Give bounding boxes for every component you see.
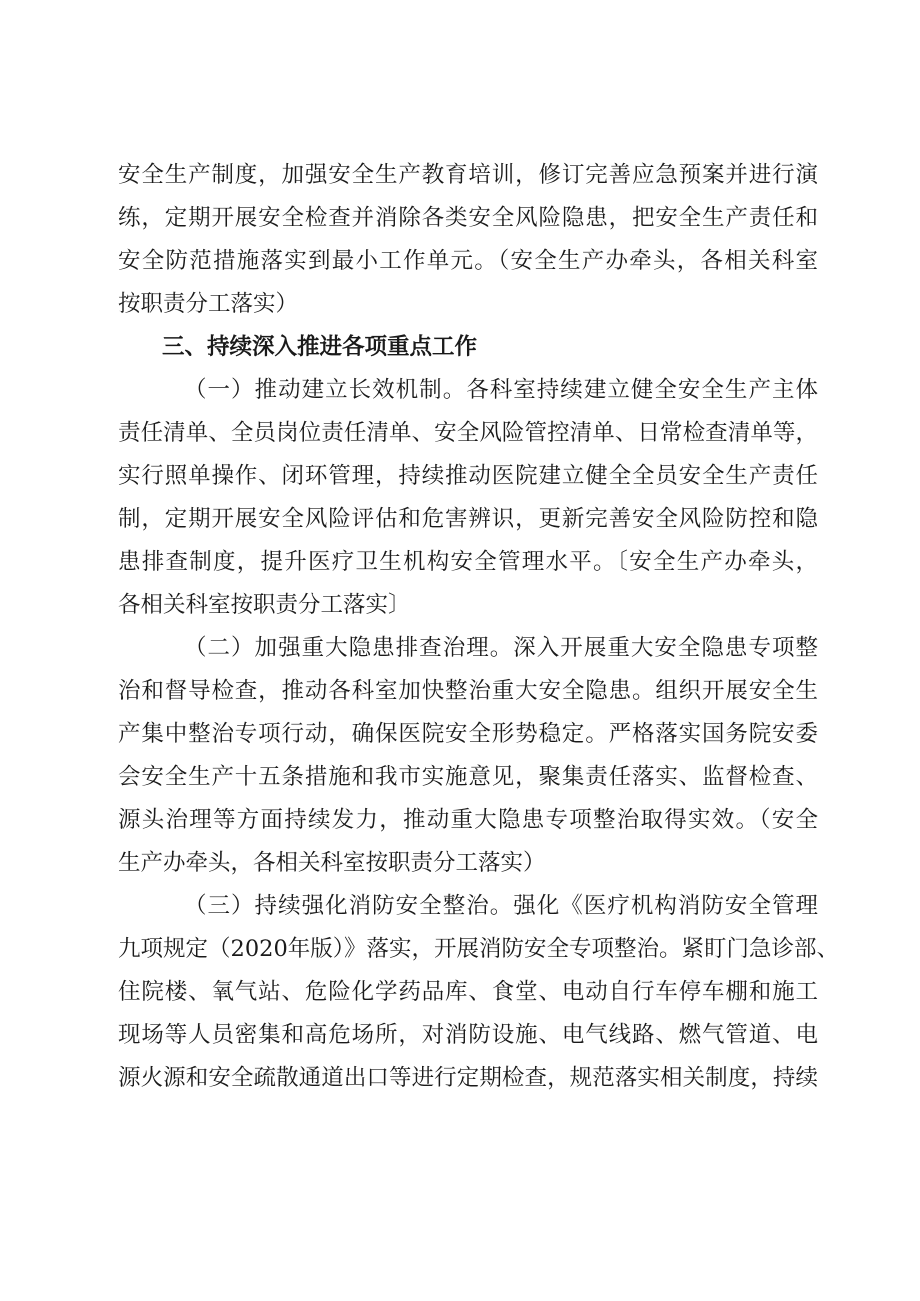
text-line: 现场等人员密集和高危场所，对消防设施、电气线路、燃气管道、电 bbox=[118, 1022, 818, 1048]
text-line: 各相关科室按职责分工落实〕 bbox=[118, 592, 411, 618]
text-line: 住院楼、氧气站、危险化学药品库、食堂、电动自行车停车棚和施工 bbox=[118, 979, 818, 1005]
text-line: （二）加强重大隐患排查治理。深入开展重大安全隐患专项整 bbox=[184, 635, 818, 661]
text-line: 安全生产制度，加强安全生产教育培训，修订完善应急预案并进行演 bbox=[118, 162, 818, 188]
text-line: （三）持续强化消防安全整治。强化《医疗机构消防安全管理 bbox=[184, 893, 818, 919]
document-body bbox=[118, 154, 840, 1100]
text-line: 源头治理等方面持续发力，推动重大隐患专项整治取得实效。（安全 bbox=[118, 807, 818, 833]
text-line: 按职责分工落实） bbox=[118, 291, 299, 317]
text-line: 练，定期开展安全检查并消除各类安全风险隐患，把安全生产责任和 bbox=[118, 205, 818, 231]
text-line: 九项规定（2020年版）》落实，开展消防安全专项整治。紧盯门急诊部、 bbox=[118, 936, 840, 962]
text-line: 源火源和安全疏散通道出口等进行定期检查，规范落实相关制度，持续 bbox=[118, 1065, 818, 1091]
text-line: 治和督导检查，推动各科室加快整治重大安全隐患。组织开展安全生 bbox=[118, 678, 818, 704]
text-line: 实行照单操作、闭环管理，持续推动医院建立健全全员安全生产责任 bbox=[118, 463, 818, 489]
text-line: （一）推动建立长效机制。各科室持续建立健全安全生产主体 bbox=[184, 377, 818, 403]
paragraph-hazard bbox=[118, 627, 818, 885]
text-line: 责任清单、全员岗位责任清单、安全风险管控清单、日常检查清单等， bbox=[118, 420, 818, 446]
paragraph-fire-safety bbox=[118, 885, 840, 1100]
text-line: 会安全生产十五条措施和我市实施意见，聚集责任落实、监督检查、 bbox=[118, 764, 818, 790]
text-line: 产集中整治专项行动，确保医院安全形势稳定。严格落实国务院安委 bbox=[118, 721, 818, 747]
paragraph-mechanism bbox=[118, 369, 818, 627]
text-line: 患排查制度，提升医疗卫生机构安全管理水平。〔安全生产办牵头， bbox=[118, 549, 818, 575]
section-heading: 三、持续深入推进各项重点工作 bbox=[162, 334, 478, 360]
text-line: 生产办牵头，各相关科室按职责分工落实） bbox=[118, 850, 546, 876]
text-line: 安全防范措施落实到最小工作单元。（安全生产办牵头，各相关科室 bbox=[118, 248, 818, 274]
continuation-paragraph bbox=[118, 154, 818, 326]
text-line: 制，定期开展安全风险评估和危害辨识，更新完善安全风险防控和隐 bbox=[118, 506, 818, 532]
